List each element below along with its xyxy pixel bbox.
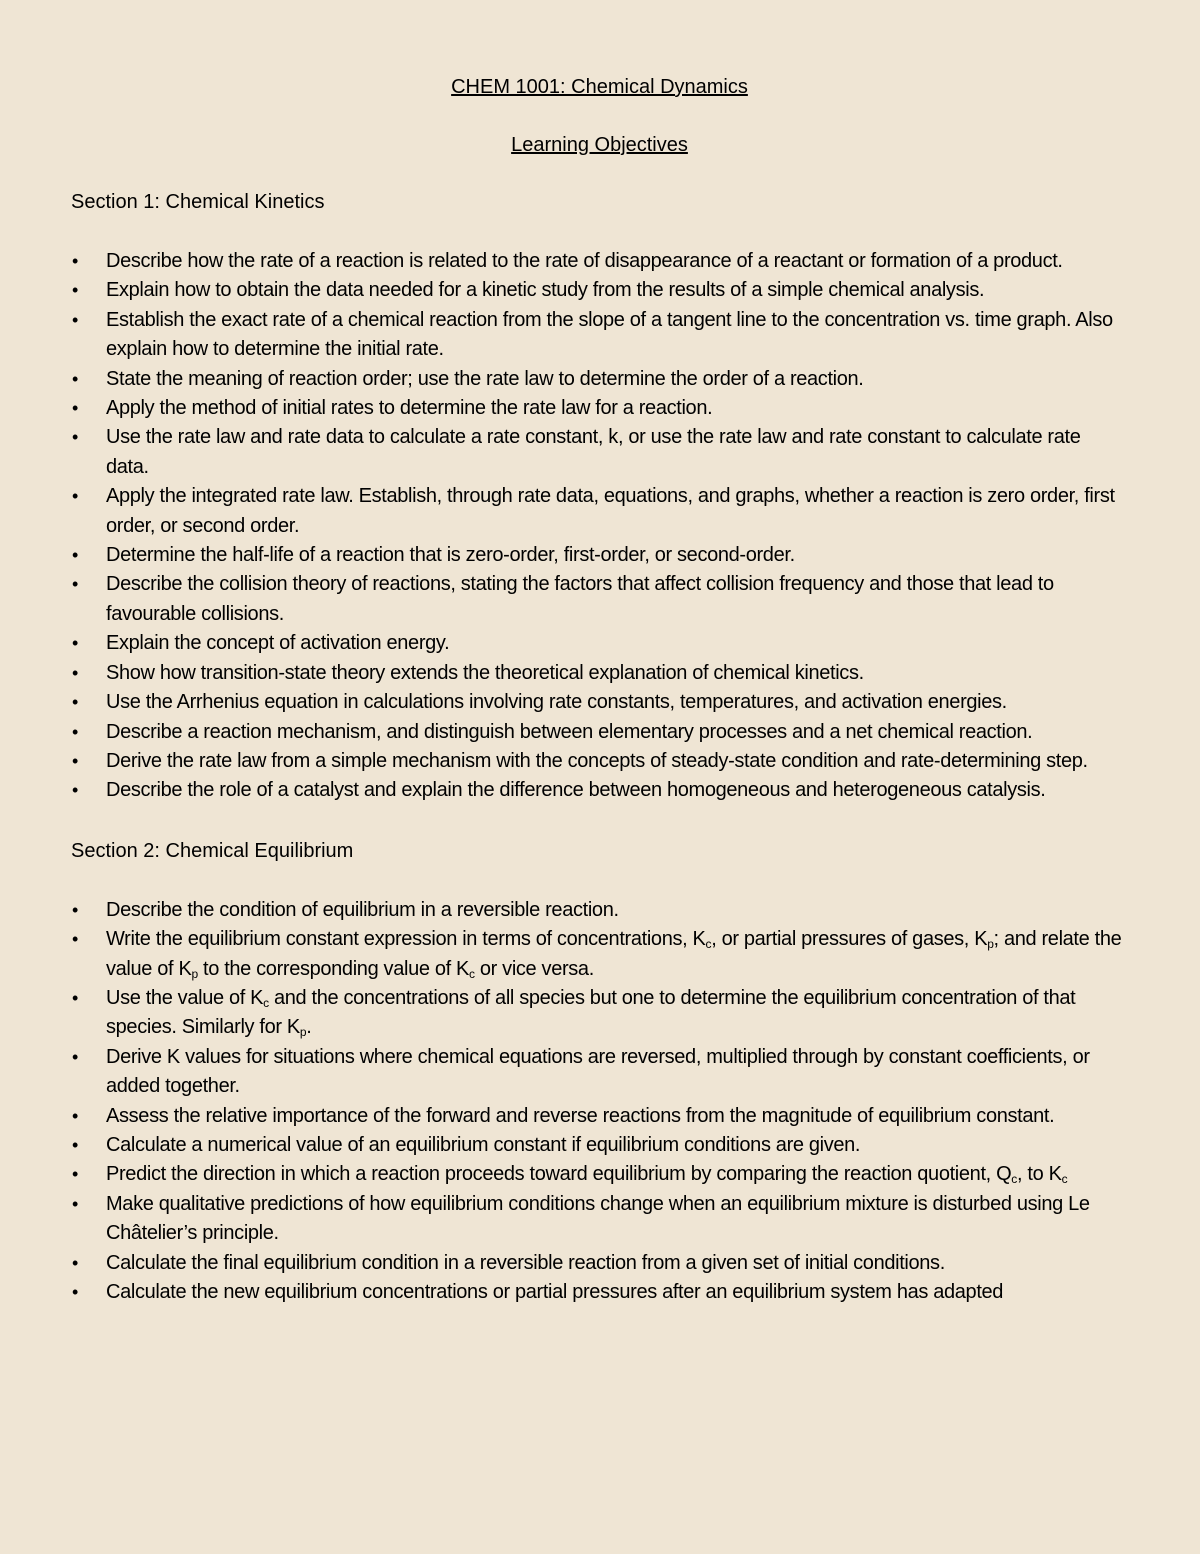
section-1 (71, 189, 1128, 806)
objective-text: Derive the rate law from a simple mechanism with the concepts of steady-state condition and rate-determining step. (106, 749, 1088, 772)
section-heading: Section 1: Chemical Kinetics (71, 191, 325, 213)
list-item (71, 306, 1128, 365)
objective-text: Predict the direction in which a reaction proceeds toward equilibrium by comparing the reaction quotient, $Q_c$, to $K_c$ (106, 1163, 1068, 1187)
list-item (71, 1249, 1128, 1278)
bullet-icon: • (72, 780, 78, 801)
section-heading: Section 2: Chemical Equilibrium (71, 839, 354, 862)
objective-text: Explain the concept of activation energy. (106, 632, 450, 655)
bullet-icon: • (72, 251, 78, 271)
objective-text: Show how transition-state theory extends the theoretical explanation of chemical kinetics. (106, 661, 864, 684)
bullet-icon: • (72, 1164, 78, 1185)
objective-text: Describe the role of a catalyst and explain the difference between homogeneous and heterogeneous catalysis. (106, 779, 1046, 802)
list-item (71, 925, 1128, 984)
bullet-icon: • (72, 1134, 78, 1155)
bullet-icon: • (72, 750, 78, 771)
bullet-icon: • (72, 309, 78, 330)
bullet-icon: • (72, 1046, 78, 1067)
objective-text: Write the equilibrium constant expression in terms of concentrations, $K_c$, or partial pressures of gases, $K_p$; and relate the value of $K_p$ to the corresponding value of $K_c$ or vice versa. (106, 928, 1122, 981)
list-item (71, 984, 1128, 1043)
objective-text: Describe the condition of equilibrium in a reversible reaction. (106, 898, 619, 921)
objective-text: Describe the collision theory of reactions, stating the factors that affect collision frequency and those that lead to favourable collisions. (106, 573, 1054, 625)
list-item (71, 1190, 1128, 1249)
bullet-icon: • (72, 545, 78, 566)
bullet-icon: • (72, 486, 78, 507)
list-item (71, 747, 1128, 776)
list-item (71, 629, 1128, 658)
objective-text: Calculate a numerical value of an equilibrium constant if equilibrium conditions are given. (106, 1133, 861, 1156)
bullet-icon: • (72, 929, 78, 950)
bullet-icon: • (72, 899, 78, 920)
list-item (71, 659, 1128, 688)
bullet-icon: • (72, 662, 78, 683)
bullet-icon: • (72, 280, 78, 301)
objective-text: Apply the integrated rate law. Establish, through rate data, equations, and graphs, whether a reaction is zero order, first order, or second order. (106, 485, 1115, 537)
list-item (71, 688, 1128, 717)
list-item (71, 1043, 1128, 1102)
objective-text: Use the rate law and rate data to calculate a rate constant, k, or use the rate law and rate constant to calculate rate data. (106, 426, 1081, 478)
objectives-list (71, 247, 1128, 806)
objective-text: Calculate the new equilibrium concentrations or partial pressures after an equilibrium system has adapted (106, 1281, 1004, 1303)
objective-text: Describe how the rate of a reaction is related to the rate of disappearance of a reactant or formation of a product. (106, 250, 1063, 272)
list-item (71, 896, 1128, 925)
objective-text: Establish the exact rate of a chemical reaction from the slope of a tangent line to the concentration vs. time graph. Also explain how to determine the initial rate. (106, 308, 1113, 361)
list-item (71, 1131, 1128, 1160)
list-item (71, 776, 1128, 805)
list-item (71, 1278, 1128, 1307)
list-item (71, 365, 1128, 394)
bullet-icon: • (72, 427, 78, 448)
list-item (71, 1160, 1128, 1189)
bullet-icon: • (72, 574, 78, 595)
list-item (71, 394, 1128, 423)
objective-text: Use the Arrhenius equation in calculations involving rate constants, temperatures, and activation energies. (106, 691, 1007, 714)
objective-text: Derive K values for situations where chemical equations are reversed, multiplied through by constant coefficients, or added together. (106, 1045, 1090, 1098)
objective-text: State the meaning of reaction order; use the rate law to determine the order of a reaction. (106, 367, 864, 390)
bullet-icon: • (72, 692, 78, 713)
objective-text: Use the value of $K_c$ and the concentrations of all species but one to determine the equilibrium concentration of that species. Similarly for $K_p$. (106, 986, 1076, 1040)
list-item (71, 276, 1128, 305)
document-subtitle: Learning Objectives (511, 134, 688, 156)
list-item (71, 247, 1128, 276)
objective-text: Apply the method of initial rates to determine the rate law for a reaction. (106, 397, 713, 420)
objective-text: Assess the relative importance of the forward and reverse reactions from the magnitude of equilibrium constant. (106, 1104, 1055, 1127)
list-item (71, 718, 1128, 747)
objective-text: Describe a reaction mechanism, and distinguish between elementary processes and a net chemical reaction. (106, 720, 1033, 743)
objectives-list (71, 896, 1128, 1308)
list-item (71, 423, 1128, 482)
bullet-icon: • (72, 1252, 78, 1273)
bullet-icon: • (72, 398, 78, 419)
list-item (71, 541, 1128, 570)
list-item (71, 1102, 1128, 1131)
section-2 (71, 838, 1128, 1308)
bullet-icon: • (72, 1282, 78, 1302)
bullet-icon: • (72, 1105, 78, 1126)
objective-text: Make qualitative predictions of how equilibrium conditions change when an equilibrium mixture is disturbed using Le Châtelier’s principle. (106, 1192, 1090, 1245)
bullet-icon: • (72, 987, 78, 1008)
objective-text: Determine the half-life of a reaction that is zero-order, first-order, or second-order. (106, 544, 795, 567)
bullet-icon: • (72, 368, 78, 389)
bullet-icon: • (72, 633, 78, 654)
document-title: CHEM 1001: Chemical Dynamics (451, 76, 748, 98)
bullet-icon: • (72, 1193, 78, 1214)
list-item (71, 482, 1128, 541)
objective-text: Calculate the final equilibrium condition in a reversible reaction from a given set of initial conditions. (106, 1251, 945, 1274)
bullet-icon: • (72, 721, 78, 742)
objective-text: Explain how to obtain the data needed for a kinetic study from the results of a simple chemical analysis. (106, 279, 985, 302)
list-item (71, 570, 1128, 629)
